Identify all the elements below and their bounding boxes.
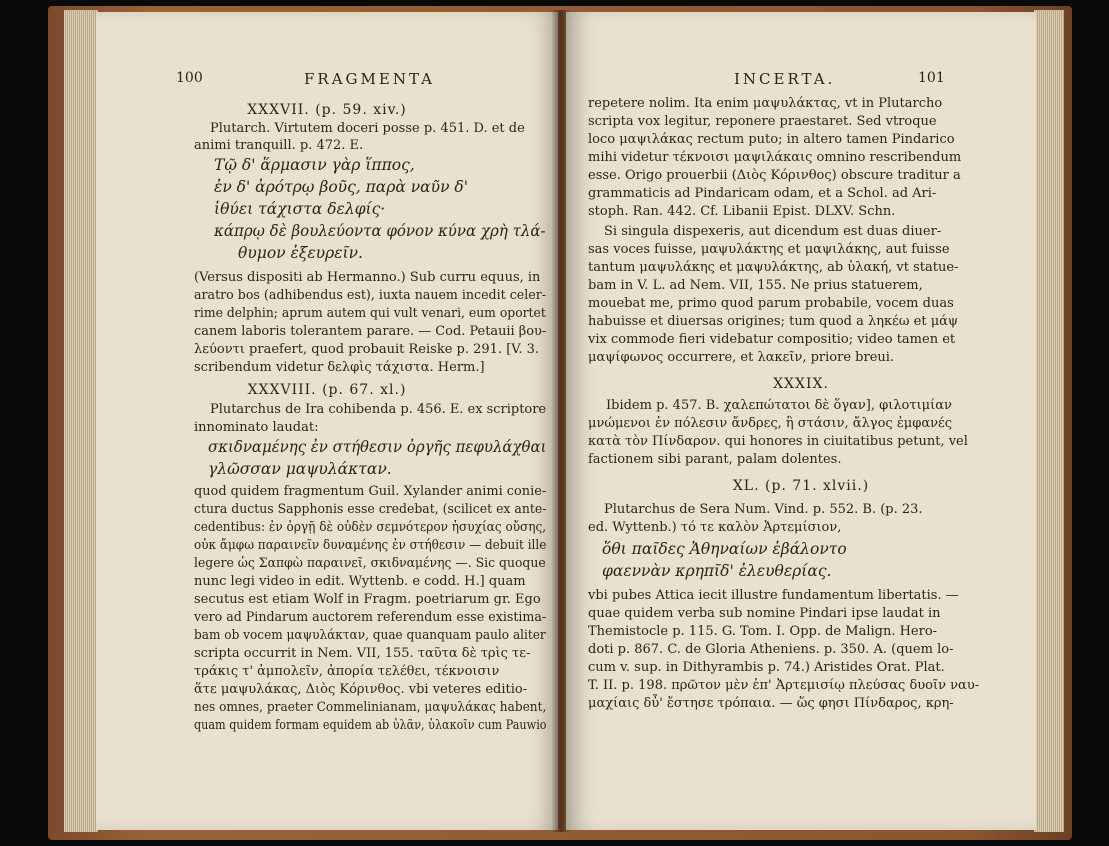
- text-line: scribendum videtur δελφὶς τάχιστα. Herm.]: [194, 360, 485, 375]
- text-line: stoph. Ran. 442. Cf. Libanii Epist. DLXV. Schn.: [588, 204, 896, 219]
- text-line: μαψίφωνος occurrere, et λακεῖν, priore breui.: [588, 350, 895, 365]
- greek-verse-line: ὅθι παῖδες Ἀθηναίων ἐβάλοντο: [602, 540, 847, 558]
- section-heading-xxxvii: XXXVII. (p. 59. xiv.): [247, 102, 407, 118]
- text-line: scripta vox legitur, reponere praestaret. Sed vtroque: [588, 114, 937, 129]
- text-line: Plutarch. Virtutem doceri posse p. 451. D. et de: [210, 121, 525, 136]
- section-heading-xl: XL. (p. 71. xlvii.): [732, 478, 870, 494]
- text-line: τράκις τ' ἀμπολεῖν, ἀπορία τελέθει, τέκνοισιν: [194, 664, 500, 679]
- text-line: οὐκ ἄμφω παραινεῖν δυναμένης ἐν στήθεσιν — debuit ille: [194, 538, 547, 553]
- text-line: sas voces fuisse, μαψυλάκτης et μαψιλάκης, aut fuisse: [588, 242, 950, 257]
- text-line: factionem sibi parant, palam dolentes.: [588, 452, 842, 467]
- text-line: tantum μαψυλάκης et μαψυλάκτης, ab ὑλακή, vt statue-: [588, 260, 959, 275]
- text-line: T. II. p. 198. πρῶτον μὲν ἐπ' Ἀρτεμισίῳ πλεύσας δυοῖν ναυ-: [588, 678, 980, 693]
- text-line: ἅτε μαψυλάκας, Διὸς Κόρινθος. vbi veteres editio-: [194, 682, 528, 697]
- text-line: canem laboris tolerantem parare. — Cod. Petauii βου-: [194, 324, 547, 339]
- text-line: μνώμενοι ἐν πόλεσιν ἄνδρες, ἢ στάσιν, ἄλγος ἐμφανές: [588, 416, 953, 431]
- text-line: innominato laudat:: [194, 420, 319, 435]
- text-line: ed. Wyttenb.) τό τε καλὸν Ἀρτεμίσιον,: [588, 520, 842, 535]
- text-line: mihi videtur τέκνοισι μαψιλάκαις omnino rescribendum: [588, 150, 962, 165]
- right-page-edges: [1034, 10, 1064, 832]
- text-line: doti p. 867. C. de Gloria Atheniens. p. 350. A. (quem lo-: [588, 642, 954, 657]
- text-line: bam ob vocem μαψυλάκταν, quae quanquam paulo aliter: [194, 628, 546, 643]
- left-running-head: FRAGMENTA: [304, 70, 435, 88]
- text-line: Plutarchus de Sera Num. Vind. p. 552. B. (p. 23.: [604, 502, 923, 517]
- text-line: mouebat me, primo quod parum probabile, vocem duas: [588, 296, 954, 311]
- text-line: vbi pubes Attica iecit illustre fundamentum libertatis. —: [588, 588, 959, 603]
- right-running-head: INCERTA.: [734, 70, 836, 88]
- text-line: repetere nolim. Ita enim μαψυλάκτας, vt in Plutarcho: [588, 96, 943, 111]
- text-line: Ibidem p. 457. B. χαλεπώτατοι δὲ ὅγαν], φιλοτιμίαν: [606, 398, 952, 413]
- greek-verse-line: ἐν δ' ἀρότρῳ βοῦς, παρὰ ναῦν δ': [214, 178, 469, 196]
- text-line: Si singula dispexeris, aut dicendum est duas diuer-: [604, 224, 942, 239]
- left-page-number: 100: [176, 70, 203, 86]
- text-line: (Versus dispositi ab Hermanno.) Sub curru equus, in: [194, 270, 541, 285]
- greek-verse-line: φαεννὰν κρηπῖδ' ἐλευθερίας.: [602, 562, 832, 580]
- right-page-number: 101: [918, 70, 945, 86]
- text-line: Plutarchus de Ira cohibenda p. 456. E. ex scriptore: [210, 402, 547, 417]
- text-line: quam quidem formam equidem ab ὑλᾶν, ὑλακοῖν cum Pauwio: [194, 718, 547, 733]
- text-line: secutus est etiam Wolf in Fragm. poetriarum gr. Ego: [194, 592, 541, 607]
- text-line: aratro bos (adhibendus est), iuxta nauem incedit celer-: [194, 288, 547, 303]
- text-line: vix commode fieri videbatur compositio; video tamen et: [588, 332, 956, 347]
- greek-verse-line: Τῷ δ' ἅρμασιν γὰρ ἵππος,: [214, 156, 415, 174]
- right-page: [566, 12, 1036, 830]
- text-line: animi tranquill. p. 472. E.: [194, 138, 364, 153]
- text-line: esse. Origo prouerbii (Διὸς Κόρινθος) obscure traditur a: [588, 168, 961, 183]
- text-line: cum v. sup. in Dithyrambis p. 74.) Aristides Orat. Plat.: [588, 660, 945, 675]
- greek-verse-line: σκιδναμένης ἐν στήθεσιν ὀργῆς πεφυλάχθαι: [208, 438, 547, 456]
- greek-verse-line: θυμον ἐξευρεῖν.: [238, 244, 363, 262]
- section-heading-xxxix: XXXIX.: [773, 376, 829, 392]
- text-line: cedentibus: ἐν ὀργῇ δὲ οὐδὲν σεμνότερον ἡσυχίας οὔσης,: [194, 520, 547, 535]
- text-line: quae quidem verba sub nomine Pindari ipse laudat in: [588, 606, 941, 621]
- text-line: λεύοντι praefert, quod probauit Reiske p. 291. [V. 3.: [194, 342, 540, 357]
- greek-verse-line: γλῶσσαν μαψυλάκταν.: [208, 460, 392, 478]
- left-page-edges: [64, 10, 98, 832]
- text-line: μαχίαις δὖ' ἔστησε τρόπαια. — ὥς φησι Πίνδαρος, κρη-: [588, 696, 954, 711]
- text-line: habuisse et diuersas origines; tum quod a ληκέω et μάψ: [588, 314, 959, 329]
- text-line: legere ὡς Σαπφὼ παραινεῖ, σκιδναμένης —. Sic quoque: [194, 556, 546, 571]
- text-line: nunc legi video in edit. Wyttenb. e codd. H.] quam: [194, 574, 526, 589]
- text-line: bam in V. L. ad Nem. VII, 155. Ne prius statuerem,: [588, 278, 923, 293]
- left-page: [96, 12, 558, 830]
- text-line: ctura ductus Sapphonis esse credebat, (scilicet ex ante-: [194, 502, 547, 517]
- text-line: Themistocle p. 115. G. Tom. I. Opp. de Malign. Hero-: [588, 624, 938, 639]
- text-line: nes omnes, praeter Commelinianam, μαψυλάκας habent,: [194, 700, 547, 715]
- greek-verse-line: κάπρῳ δὲ βουλεύοντα φόνον κύνα χρὴ τλά-: [214, 222, 546, 240]
- greek-verse-line: ἰθύει τάχιστα δελφίς·: [214, 200, 386, 218]
- text-line: scripta occurrit in Nem. VII, 155. ταῦτα δὲ τρὶς τε-: [194, 646, 531, 661]
- text-line: rime delphin; aprum autem qui vult venari, eum oportet: [194, 306, 546, 321]
- text-line: vero ad Pindarum auctorem referendum esse existima-: [194, 610, 547, 625]
- section-heading-xxxviii: XXXVIII. (p. 67. xl.): [247, 382, 407, 398]
- text-line: κατὰ τὸν Πίνδαρον. qui honores in ciuitatibus petunt, vel: [588, 434, 968, 449]
- text-line: loco μαψιλάκας rectum puto; in altero tamen Pindarico: [588, 132, 955, 147]
- text-line: grammaticis ad Pindaricam odam, et a Schol. ad Ari-: [588, 186, 937, 201]
- text-line: quod quidem fragmentum Guil. Xylander animi conie-: [194, 484, 547, 499]
